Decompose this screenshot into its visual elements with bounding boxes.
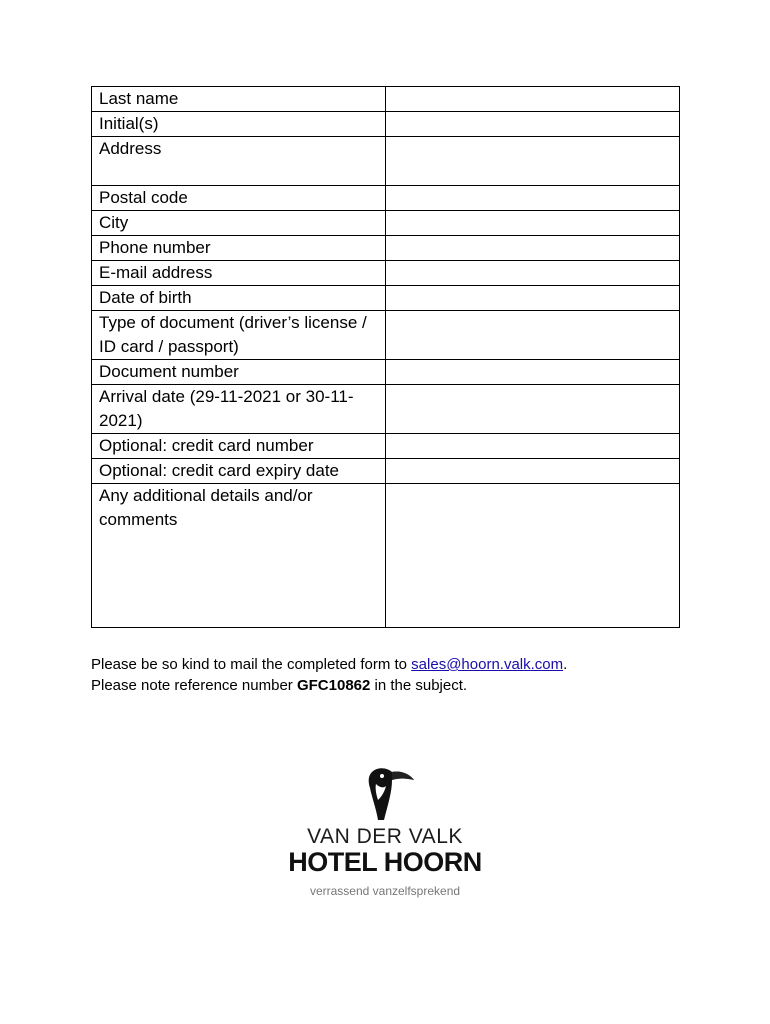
instructions-text-reference: Please note reference number (91, 677, 297, 694)
email-link[interactable]: sales@hoorn.valk.com (411, 656, 564, 673)
input-last-name[interactable] (386, 87, 680, 112)
instructions-line-email (91, 654, 691, 675)
label-document-number: Document number (92, 360, 386, 385)
input-email[interactable] (386, 261, 680, 286)
instructions-line-reference (91, 675, 691, 696)
input-city[interactable] (386, 211, 680, 236)
input-date-of-birth[interactable] (386, 286, 680, 311)
form-row-postal-code (92, 186, 680, 211)
form-row-phone (92, 236, 680, 261)
label-postal-code: Postal code (92, 186, 386, 211)
input-document-number[interactable] (386, 360, 680, 385)
label-phone: Phone number (92, 236, 386, 261)
reference-number: GFC10862 (296, 677, 371, 694)
input-phone[interactable] (386, 236, 680, 261)
input-initials[interactable] (386, 112, 680, 137)
label-last-name: Last name (92, 87, 386, 112)
label-city: City (92, 211, 386, 236)
form-row-city (92, 211, 680, 236)
form-row-comments (92, 484, 680, 628)
input-address[interactable] (386, 137, 680, 186)
logo-hotel-name: HOTEL HOORN (288, 847, 482, 877)
label-credit-card-expiry: Optional: credit card expiry date (92, 459, 386, 484)
form-row-credit-card-number (92, 434, 680, 459)
hotel-logo (270, 760, 500, 910)
input-arrival-date[interactable] (386, 385, 680, 434)
input-document-type[interactable] (386, 311, 680, 360)
input-comments[interactable] (386, 484, 680, 628)
logo-brand-line: VAN DER VALK (307, 825, 463, 848)
label-email: E-mail address (92, 261, 386, 286)
guest-form-table (91, 86, 680, 628)
label-address: Address (92, 137, 386, 186)
label-document-type: Type of document (driver’s license / ID card / passport) (92, 311, 386, 360)
input-credit-card-expiry[interactable] (386, 459, 680, 484)
input-postal-code[interactable] (386, 186, 680, 211)
instructions-text-mail: Please be so kind to mail the completed form to (91, 656, 412, 673)
form-row-credit-card-expiry (92, 459, 680, 484)
label-date-of-birth: Date of birth (92, 286, 386, 311)
instructions-text-period: . (563, 656, 568, 673)
form-row-document-type (92, 311, 680, 360)
form-row-document-number (92, 360, 680, 385)
form-row-address (92, 137, 680, 186)
form-row-email (92, 261, 680, 286)
logo-tagline: verrassend vanzelfsprekend (309, 884, 461, 898)
instructions-note (91, 654, 691, 696)
label-comments: Any additional details and/or comments (92, 484, 386, 628)
instructions-text-subject: in the subject. (370, 677, 468, 694)
form-row-last-name (92, 87, 680, 112)
form-row-date-of-birth (92, 286, 680, 311)
label-initials: Initial(s) (92, 112, 386, 137)
toucan-icon (358, 764, 418, 824)
label-arrival-date: Arrival date (29-11-2021 or 30-11-2021) (92, 385, 386, 434)
input-credit-card-number[interactable] (386, 434, 680, 459)
form-row-arrival-date (92, 385, 680, 434)
form-row-initials (92, 112, 680, 137)
label-credit-card-number: Optional: credit card number (92, 434, 386, 459)
